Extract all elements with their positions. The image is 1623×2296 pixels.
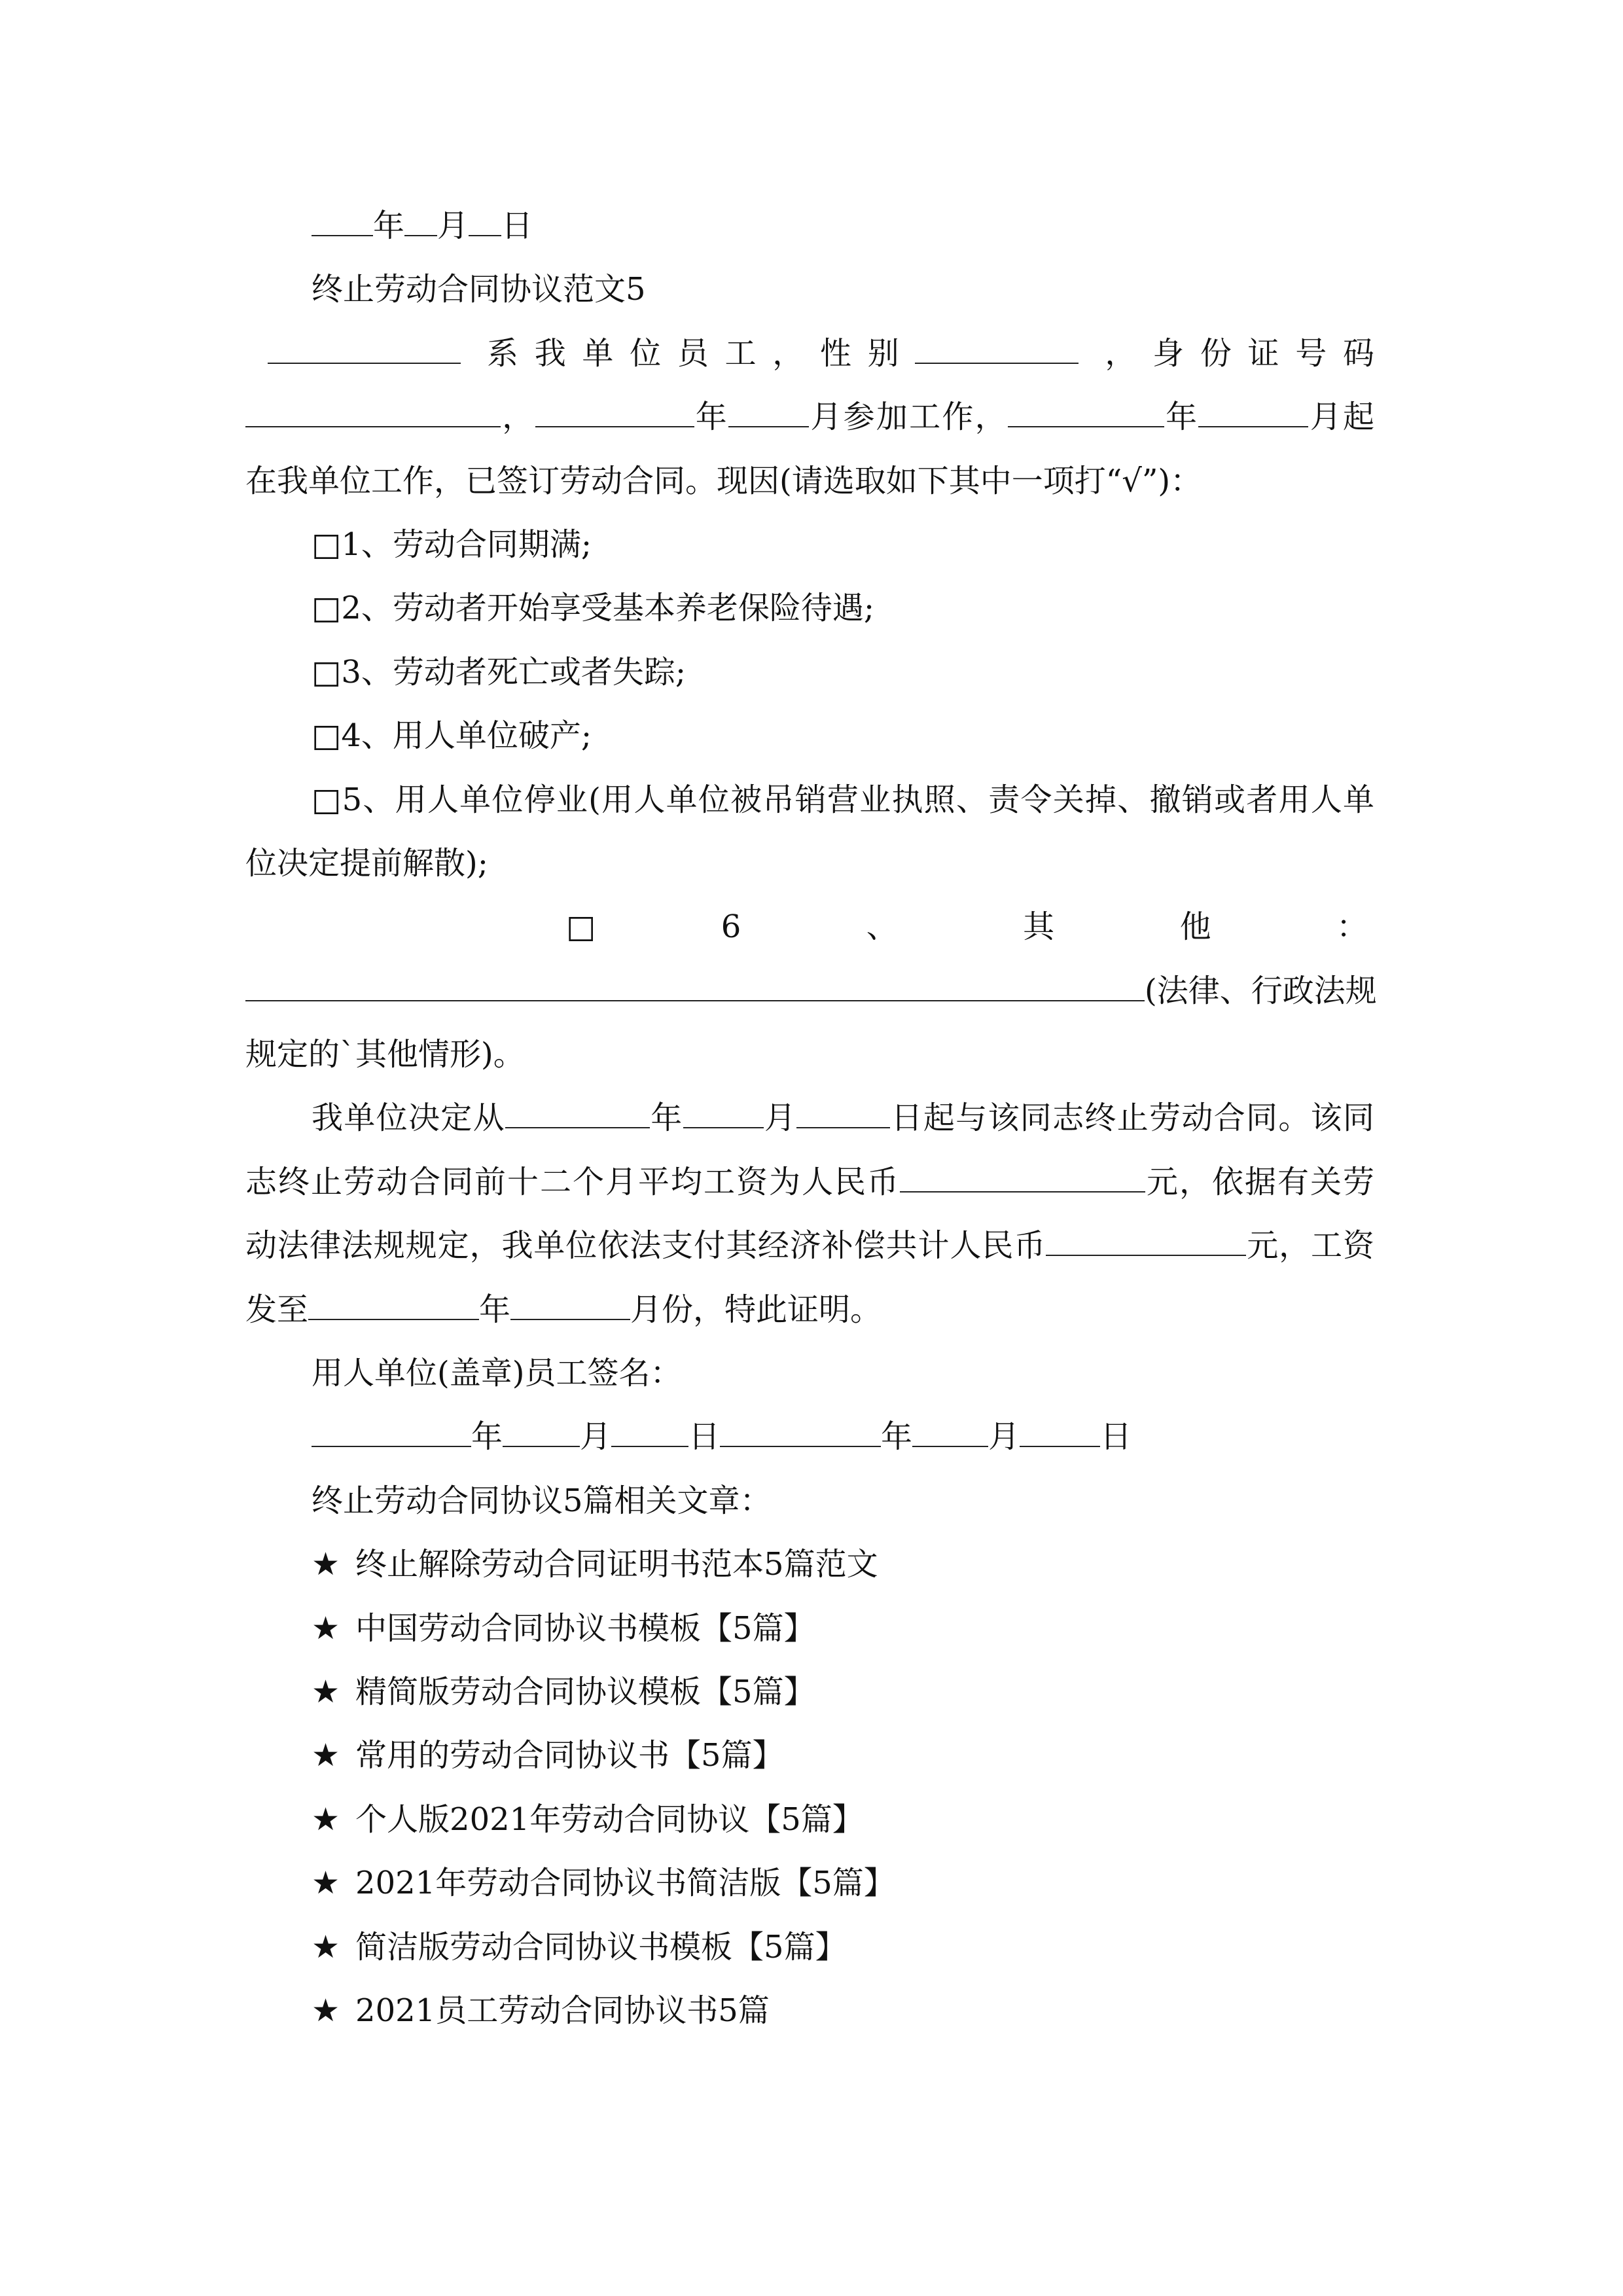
option-6-line3: 规定的`其他情形)。 [245,1036,525,1073]
signature-dates [245,1405,1374,1469]
star-icon: ★ [312,1609,340,1647]
employee-month-blank [912,1405,988,1447]
start-month-blank [1198,386,1308,427]
option-6-suffix: (法律、行政法规 [1145,972,1377,1009]
join-year-blank [535,386,694,427]
option-6 [245,895,1374,959]
year-label: 年 [881,1418,913,1456]
para1-line2 [245,386,1374,449]
related-link[interactable] [245,1597,1374,1660]
para1-line3: 在我单位工作，已签订劳动合同。现因(请选取如下其中一项打“√”)： [245,462,1202,499]
compensation-blank [1046,1214,1246,1256]
month-label: 月 [437,207,469,244]
month-from-text: 月起 [1308,399,1374,436]
related-link-text[interactable]: 中国劳动合同协议书模板【5篇】 [355,1609,815,1647]
option-6-char: 其 [1023,908,1055,946]
month-label: 月 [763,1100,797,1137]
id-blank [245,386,501,427]
related-link-text[interactable]: 个人版2021年劳动合同协议【5篇】 [355,1801,864,1838]
document-page [245,194,1377,2043]
related-link[interactable] [245,1916,1374,1979]
option-5-cont: 位决定提前解散); [245,844,488,882]
related-link-text[interactable]: 精简版劳动合同协议模板【5篇】 [355,1673,815,1710]
related-link-text[interactable]: 2021员工劳动合同协议书5篇 [355,1992,770,2029]
employee-year-blank [720,1405,881,1447]
option-5: □5、用人单位停业(用人单位被吊销营业执照、责令关掉、撤销或者用人单 [312,781,1374,818]
month-label: 月 [580,1418,612,1456]
related-link[interactable] [245,1724,1374,1787]
related-link[interactable] [245,1788,1374,1852]
start-year-blank [1008,386,1164,427]
decision-text: 月份，特此证明。 [630,1291,882,1328]
related-link-text[interactable]: 简洁版劳动合同协议书模板【5篇】 [355,1928,847,1965]
avg-salary-blank [900,1151,1145,1193]
option-6-line2 [245,960,1377,1023]
option-3: □3、劳动者死亡或者失踪; [312,653,687,691]
option-6-char: ： [1336,908,1368,946]
decision-text: 元，工资 [1246,1227,1374,1265]
decision-text: 动法律法规规定，我单位依法支付其经济补偿共计人民币 [245,1227,1046,1265]
related-link[interactable] [245,1979,1374,2043]
year-label: 年 [373,207,405,244]
related-link[interactable] [245,1533,1374,1596]
option-6-char: 、 [866,908,898,946]
decision-line4 [245,1278,1374,1342]
name-blank [268,322,461,364]
decision-text: 志终止劳动合同前十二个月平均工资为人民币 [245,1163,900,1200]
month-blank [404,194,437,236]
day-label: 日 [1100,1418,1132,1456]
decision-text: 发至 [245,1291,309,1328]
day-label: 日 [501,207,533,244]
decision-text: 我单位决定从 [312,1100,505,1137]
decision-line1 [245,1086,1374,1150]
year-label: 年 [1164,399,1199,436]
star-icon: ★ [312,1673,340,1710]
related-link[interactable] [245,1852,1374,1915]
employer-day-blank [611,1405,688,1447]
employer-year-blank [312,1405,471,1447]
year-label: 年 [479,1291,511,1328]
decision-text: 元，依据有关劳 [1145,1163,1374,1200]
day-label: 日 [688,1418,721,1456]
option-6-char: 6 [721,908,741,946]
end-month-blank [683,1086,764,1128]
checkbox-icon: □ [566,908,596,946]
employee-day-blank [1020,1405,1100,1447]
day-blank [469,194,501,236]
section-title: 终止劳动合同协议范文5 [312,271,646,308]
end-year-blank [505,1086,650,1128]
date-line [245,194,1374,258]
related-link[interactable] [245,1660,1374,1724]
para1-line1 [245,322,1374,386]
year-label: 年 [649,1100,683,1137]
pay-year-blank [308,1278,479,1320]
decision-text: 日起与该同志终止劳动合同。该同 [890,1100,1374,1137]
employee-text: 系我单位员工，性别 [486,334,916,372]
comma: ， [501,399,535,436]
related-heading: 终止劳动合同协议5篇相关文章： [312,1482,772,1519]
decision-line2 [245,1151,1374,1214]
join-month-blank [728,386,809,427]
option-1: □1、劳动合同期满; [312,526,592,563]
option-6-char: 他 [1179,908,1211,946]
employer-month-blank [503,1405,580,1447]
year-blank [312,194,373,236]
related-link-text[interactable]: 常用的劳动合同协议书【5篇】 [355,1737,784,1774]
month-label: 月 [988,1418,1020,1456]
pay-month-blank [510,1278,630,1320]
id-number-text: ，身份证号码 [1105,334,1374,372]
gender-blank [915,322,1079,364]
star-icon: ★ [312,1928,340,1965]
option-4: □4、用人单位破产; [312,717,592,755]
star-icon: ★ [312,1865,340,1902]
option-2: □2、劳动者开始享受基本养老保险待遇; [312,590,875,627]
year-label: 年 [471,1418,503,1456]
year-label: 年 [694,399,729,436]
star-icon: ★ [312,1992,340,2029]
star-icon: ★ [312,1737,340,1774]
star-icon: ★ [312,1801,340,1838]
join-work-text: 月参加工作， [809,399,1008,436]
related-link-text[interactable]: 终止解除劳动合同证明书范本5篇范文 [355,1546,878,1583]
signature-label: 用人单位(盖章)员工签名： [312,1355,682,1392]
related-link-text[interactable]: 2021年劳动合同协议书简洁版【5篇】 [355,1865,895,1902]
other-blank [245,960,1145,1001]
end-day-blank [796,1086,890,1128]
star-icon: ★ [312,1546,340,1583]
decision-line3 [245,1214,1374,1278]
